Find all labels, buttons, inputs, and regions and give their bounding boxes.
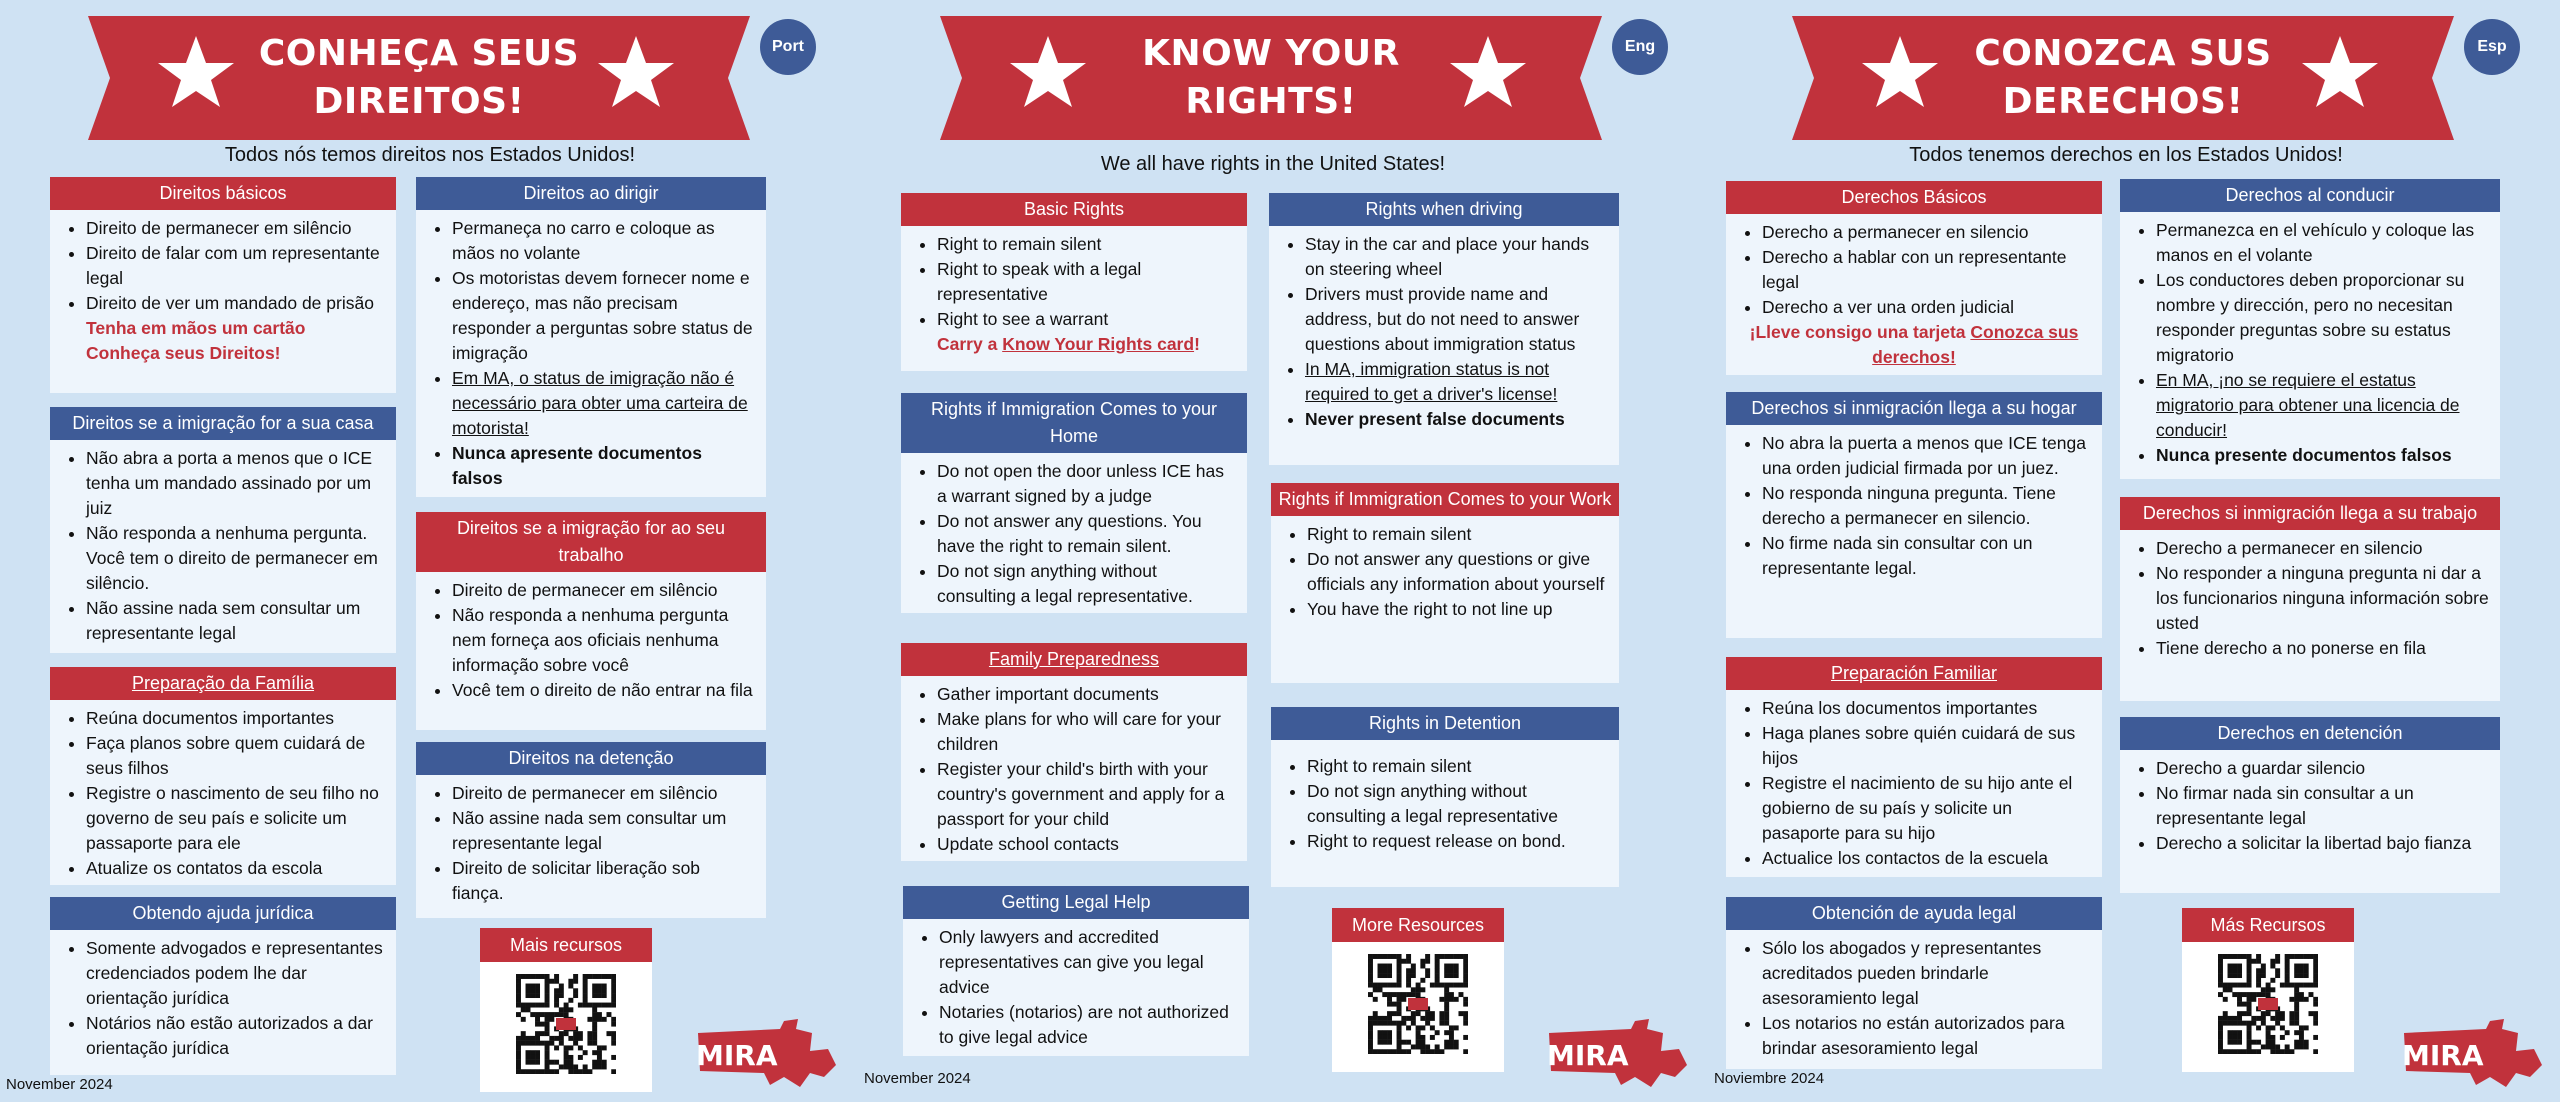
tagline: Todos tenemos derechos en los Estados Unidos! bbox=[1909, 144, 2343, 166]
box-header: Rights if Immigration Comes to your Home bbox=[901, 393, 1247, 453]
box-header: Obtendo ajuda jurídica bbox=[50, 897, 396, 930]
box-header: Derechos al conducir bbox=[2120, 179, 2500, 212]
mira-logo bbox=[2386, 1015, 2546, 1095]
panel-spanish bbox=[1706, 0, 2559, 1102]
title-banner bbox=[940, 16, 1602, 140]
conozca-card-link[interactable]: Conozca sus derechos! bbox=[1872, 322, 2079, 367]
note-text: ¡Lleve consigo una tarjeta bbox=[1749, 322, 1971, 342]
page-title bbox=[1050, 30, 1492, 126]
resources-box[interactable] bbox=[2182, 908, 2354, 1072]
list-item: • No firmar nada sin consultar a un representante legal bbox=[2156, 781, 2490, 831]
list-item: • Derecho a permanecer en silencio bbox=[1762, 220, 2092, 245]
language-badge: Eng bbox=[1612, 19, 1668, 75]
title-line-2: DIREITOS! bbox=[313, 81, 525, 122]
list-item: • Right to request release on bond. bbox=[1307, 829, 1609, 854]
qr-code-icon[interactable] bbox=[1368, 954, 1468, 1054]
work-rights-box bbox=[2120, 497, 2500, 701]
list-item: • Registre el nacimiento de su hijo ante el gobierno de su país y solicite un pasaporte para su hijo bbox=[1762, 771, 2092, 846]
tagline: Todos nós temos direitos nos Estados Unidos! bbox=[224, 144, 636, 166]
home-rights-box bbox=[1726, 392, 2102, 638]
legal-help-box bbox=[903, 886, 1249, 1056]
list-item: • Right to remain silent bbox=[1307, 754, 1609, 779]
list-item: • In MA, immigration status is not required to get a driver's license! bbox=[1305, 357, 1609, 407]
box-header: Derechos si inmigración llega a su hogar bbox=[1726, 392, 2102, 425]
driving-rights-box bbox=[2120, 179, 2500, 479]
list-item: • Never present false documents bbox=[1305, 407, 1609, 432]
know-your-rights-card-link[interactable]: Know Your Rights card bbox=[1002, 334, 1195, 354]
list-item: • Derecho a guardar silencio bbox=[2156, 756, 2490, 781]
footer-date: November 2024 bbox=[6, 1076, 113, 1093]
list-item: • Derecho a solicitar la libertad bajo fianza bbox=[2156, 831, 2490, 856]
list-item: • Actualice los contactos de la escuela bbox=[1762, 846, 2092, 871]
legal-help-box bbox=[50, 897, 396, 1075]
list-item: • Update school contacts bbox=[937, 832, 1237, 857]
list-item: • Os motoristas devem fornecer nome e endereço, mas não precisam responder a perguntas sobre status de imigração bbox=[452, 266, 756, 366]
list-item: • Derecho a hablar con un representante legal bbox=[1762, 245, 2092, 295]
list-item: • Direito de permanecer em silêncio bbox=[452, 578, 756, 603]
basic-rights-box bbox=[901, 193, 1247, 371]
list-item: • Do not answer any questions. You have the right to remain silent. bbox=[937, 509, 1237, 559]
note-text: ! bbox=[1194, 334, 1200, 354]
tagline: We all have rights in the United States! bbox=[1100, 153, 1446, 175]
driving-rights-box bbox=[416, 177, 766, 497]
qr-code-icon[interactable] bbox=[2218, 954, 2318, 1054]
box-header: Direitos se a imigração for ao seu trabalho bbox=[416, 512, 766, 572]
box-header: Getting Legal Help bbox=[903, 886, 1249, 919]
list-item: • Los notarios no están autorizados para brindar asesoramiento legal bbox=[1762, 1011, 2092, 1061]
family-preparedness-box bbox=[901, 643, 1247, 861]
work-rights-box bbox=[416, 512, 766, 730]
box-header: Derechos en detención bbox=[2120, 717, 2500, 750]
list-item: • Direito de ver um mandado de prisão bbox=[86, 291, 386, 316]
work-rights-box bbox=[1271, 483, 1619, 683]
list-item: • Registre o nascimento de seu filho no governo de seu país e solicite um passaporte para ele bbox=[86, 781, 386, 856]
list-item: • Gather important documents bbox=[937, 682, 1237, 707]
resources-label: Mais recursos bbox=[480, 928, 652, 962]
list-item: • En MA, ¡no se requiere el estatus migratorio para obtener una licencia de conducir! bbox=[2156, 368, 2490, 443]
list-item: • No responda ninguna pregunta. Tiene derecho a permanecer en silencio. bbox=[1762, 481, 2092, 531]
list-item: • Right to speak with a legal representative bbox=[937, 257, 1237, 307]
resources-box[interactable] bbox=[1332, 908, 1504, 1072]
list-item: • Drivers must provide name and address, but do not need to answer questions about immigration status bbox=[1305, 282, 1609, 357]
list-item: • Você tem o direito de não entrar na fila bbox=[452, 678, 756, 703]
home-rights-box bbox=[901, 393, 1247, 613]
list-item: • Notários não estão autorizados a dar orientação jurídica bbox=[86, 1011, 386, 1061]
list-item: • Direito de falar com um representante legal bbox=[86, 241, 386, 291]
footer-date: November 2024 bbox=[864, 1070, 971, 1087]
list-item: • Direito de permanecer em silêncio bbox=[452, 781, 756, 806]
list-item: • No responder a ninguna pregunta ni dar a los funcionarios ninguna información sobre usted bbox=[2156, 561, 2490, 636]
list-item: • Make plans for who will care for your children bbox=[937, 707, 1237, 757]
basic-rights-box bbox=[50, 177, 396, 393]
title-line-1: CONHEÇA SEUS bbox=[258, 33, 580, 74]
list-item: • Nunca apresente documentos falsos bbox=[452, 441, 756, 491]
box-header: Obtención de ayuda legal bbox=[1726, 897, 2102, 930]
list-item: • Tiene derecho a no ponerse en fila bbox=[2156, 636, 2490, 661]
box-header: Direitos básicos bbox=[50, 177, 396, 210]
list-item: • Não responda a nenhuma pergunta nem forneça aos oficiais nenhuma informação sobre você bbox=[452, 603, 756, 678]
family-preparedness-box bbox=[50, 667, 396, 885]
footer-date: Noviembre 2024 bbox=[1714, 1070, 1825, 1087]
list-item: • Reúna documentos importantes bbox=[86, 706, 386, 731]
list-item: • Permaneça no carro e coloque as mãos no volante bbox=[452, 216, 756, 266]
list-item: • Do not sign anything without consulting a legal representative. bbox=[937, 559, 1237, 609]
box-header: Derechos si inmigración llega a su trabajo bbox=[2120, 497, 2500, 530]
card-note bbox=[1726, 320, 2102, 370]
language-badge: Port bbox=[760, 19, 816, 75]
list-item: • Permanezca en el vehículo y coloque las manos en el volante bbox=[2156, 218, 2490, 268]
title-line-2: RIGHTS! bbox=[1185, 81, 1357, 122]
list-item: • Right to remain silent bbox=[1307, 522, 1609, 547]
box-header: Basic Rights bbox=[901, 193, 1247, 226]
list-item: • Não responda a nenhuma pergunta. Você tem o direito de permanecer em silêncio. bbox=[86, 521, 386, 596]
list-item: • Register your child's birth with your country's government and apply for a passport for your child bbox=[937, 757, 1237, 832]
list-item: • Não assine nada sem consultar um representante legal bbox=[86, 596, 386, 646]
box-header: Family Preparedness bbox=[901, 643, 1247, 676]
list-item: • Only lawyers and accredited representatives can give you legal advice bbox=[939, 925, 1239, 1000]
page-title bbox=[1902, 30, 2344, 126]
title-banner bbox=[1792, 16, 2454, 140]
detention-rights-box bbox=[1271, 707, 1619, 887]
detention-rights-box bbox=[2120, 717, 2500, 893]
mira-logo bbox=[1531, 1015, 1691, 1095]
title-banner bbox=[88, 16, 750, 140]
detention-rights-box bbox=[416, 742, 766, 918]
legal-help-box bbox=[1726, 897, 2102, 1069]
family-preparedness-box bbox=[1726, 657, 2102, 877]
list-item: • Los conductores deben proporcionar su nombre y dirección, pero no necesitan responder preguntas sobre su estatus migratorio bbox=[2156, 268, 2490, 368]
panel-english bbox=[853, 0, 1706, 1102]
title-line-1: KNOW YOUR bbox=[1142, 33, 1400, 74]
resources-label: More Resources bbox=[1332, 908, 1504, 942]
box-header: Preparação da Família bbox=[50, 667, 396, 700]
list-item: • Nunca presente documentos falsos bbox=[2156, 443, 2490, 468]
list-item: • Right to remain silent bbox=[937, 232, 1237, 257]
list-item: • Em MA, o status de imigração não é necessário para obter uma carteira de motorista! bbox=[452, 366, 756, 441]
box-header: Preparación Familiar bbox=[1726, 657, 2102, 690]
qr-code-icon[interactable] bbox=[516, 974, 616, 1074]
list-item: • Não abra a porta a menos que o ICE tenha um mandado assinado por um juiz bbox=[86, 446, 386, 521]
logo-text: MIRA bbox=[696, 1039, 778, 1072]
list-item: • Somente advogados e representantes credenciados podem lhe dar orientação jurídica bbox=[86, 936, 386, 1011]
list-item: • Atualize os contatos da escola bbox=[86, 856, 386, 881]
resources-box[interactable] bbox=[480, 928, 652, 1092]
page-title bbox=[198, 30, 640, 126]
list-item: • Do not open the door unless ICE has a warrant signed by a judge bbox=[937, 459, 1237, 509]
title-line-2: DERECHOS! bbox=[2002, 81, 2244, 122]
box-header: Direitos na detenção bbox=[416, 742, 766, 775]
card-note bbox=[901, 332, 1247, 357]
list-item: • Right to see a warrant bbox=[937, 307, 1237, 332]
list-item: • Haga planes sobre quién cuidará de sus hijos bbox=[1762, 721, 2092, 771]
list-item: • Stay in the car and place your hands on steering wheel bbox=[1305, 232, 1609, 282]
list-item: • Sólo los abogados y representantes acreditados pueden brindarle asesoramiento legal bbox=[1762, 936, 2092, 1011]
list-item: • Direito de permanecer em silêncio bbox=[86, 216, 386, 241]
list-item: • Derecho a permanecer en silencio bbox=[2156, 536, 2490, 561]
card-note: Tenha em mãos um cartão Conheça seus Direitos! bbox=[86, 318, 306, 363]
language-badge: Esp bbox=[2464, 19, 2520, 75]
box-header: Direitos ao dirigir bbox=[416, 177, 766, 210]
list-item: • Direito de solicitar liberação sob fiança. bbox=[452, 856, 756, 906]
list-item: • You have the right to not line up bbox=[1307, 597, 1609, 622]
list-item: • Não assine nada sem consultar um representante legal bbox=[452, 806, 756, 856]
list-item: • No firme nada sin consultar con un representante legal. bbox=[1762, 531, 2092, 581]
list-item: • Derecho a ver una orden judicial bbox=[1762, 295, 2092, 320]
title-line-1: CONOZCA SUS bbox=[1974, 33, 2272, 74]
logo-text: MIRA bbox=[2402, 1039, 2484, 1072]
note-text: Carry a bbox=[937, 334, 1003, 354]
resources-label: Más Recursos bbox=[2182, 908, 2354, 942]
box-header: Rights if Immigration Comes to your Work bbox=[1271, 483, 1619, 516]
list-item: • Reúna los documentos importantes bbox=[1762, 696, 2092, 721]
box-header: Derechos Básicos bbox=[1726, 181, 2102, 214]
driving-rights-box bbox=[1269, 193, 1619, 465]
home-rights-box bbox=[50, 407, 396, 653]
logo-text: MIRA bbox=[1547, 1039, 1629, 1072]
basic-rights-box bbox=[1726, 181, 2102, 375]
panel-portuguese bbox=[0, 0, 853, 1102]
mira-logo bbox=[680, 1015, 840, 1095]
box-header: Rights in Detention bbox=[1271, 707, 1619, 740]
box-header: Direitos se a imigração for a sua casa bbox=[50, 407, 396, 440]
list-item: • Notaries (notarios) are not authorized to give legal advice bbox=[939, 1000, 1239, 1050]
list-item: • Do not sign anything without consulting a legal representative bbox=[1307, 779, 1609, 829]
list-item: • Do not answer any questions or give officials any information about yourself bbox=[1307, 547, 1609, 597]
box-header: Rights when driving bbox=[1269, 193, 1619, 226]
list-item: • Faça planos sobre quem cuidará de seus filhos bbox=[86, 731, 386, 781]
list-item: • No abra la puerta a menos que ICE tenga una orden judicial firmada por un juez. bbox=[1762, 431, 2092, 481]
